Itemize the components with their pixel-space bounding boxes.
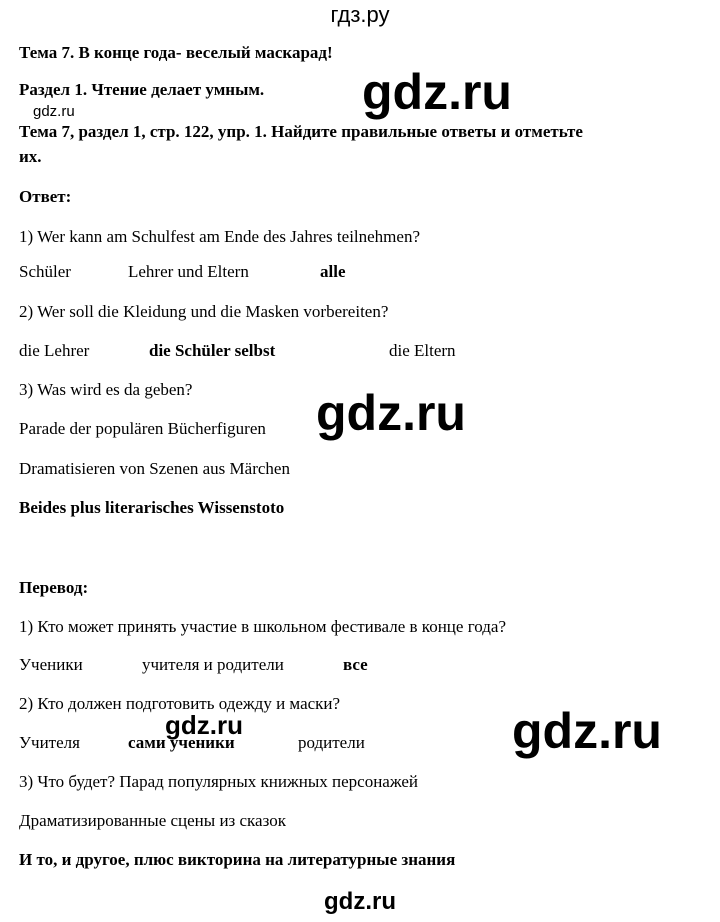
translation-question-1: 1) Кто может принять участие в школьном фестивале в конце года? bbox=[19, 617, 506, 636]
translation-question-2: 2) Кто должен подготовить одежду и маски? bbox=[19, 694, 341, 713]
watermark-large-lower: gdz.ru bbox=[512, 703, 662, 759]
task-line-2: их. bbox=[19, 147, 42, 166]
translation-q2-option-3: родители bbox=[298, 733, 365, 752]
watermark-footer: gdz.ru bbox=[324, 888, 396, 915]
watermark-middle: gdz.ru bbox=[316, 385, 466, 441]
task-line-1: Тема 7, раздел 1, стр. 122, упр. 1. Найдите правильные ответы и отметьте bbox=[19, 122, 583, 141]
translation-label: Перевод: bbox=[19, 578, 89, 597]
translation-q2-option-2-correct: сами ученики bbox=[128, 733, 235, 752]
answer-q1-option-2: Lehrer und Eltern bbox=[128, 262, 249, 281]
translation-q1-option-3-correct: все bbox=[343, 655, 368, 674]
answer-q2-option-3: die Eltern bbox=[389, 341, 456, 360]
translation-q1-option-2: учителя и родители bbox=[142, 655, 284, 674]
translation-q3-option-3-correct: И то, и другое, плюс викторина на литературные знания bbox=[19, 850, 456, 869]
answer-q2-option-2-correct: die Schüler selbst bbox=[149, 341, 276, 360]
watermark-small-lower: gdz.ru bbox=[165, 710, 243, 740]
answer-q3-option-1: Parade der populären Bücherfiguren bbox=[19, 419, 266, 438]
answer-question-1: 1) Wer kann am Schulfest am Ende des Jahres teilnehmen? bbox=[19, 227, 420, 246]
answer-question-2: 2) Wer soll die Kleidung und die Masken vorbereiten? bbox=[19, 302, 389, 321]
answer-label: Ответ: bbox=[19, 187, 72, 206]
answer-q3-option-3-correct: Beides plus literarisches Wissenstoto bbox=[19, 498, 285, 517]
translation-q1-option-1: Ученики bbox=[19, 655, 83, 674]
translation-q3-option-2: Драматизированные сцены из сказок bbox=[19, 811, 286, 830]
answer-q1-option-3-correct: alle bbox=[320, 262, 346, 281]
watermark-small-top: gdz.ru bbox=[33, 103, 75, 120]
answer-q1-option-1: Schüler bbox=[19, 262, 71, 281]
translation-q2-option-1: Учителя bbox=[19, 733, 80, 752]
answer-q2-option-1: die Lehrer bbox=[19, 341, 90, 360]
answer-question-3: 3) Was wird es da geben? bbox=[19, 380, 193, 399]
section-title: Раздел 1. Чтение делает умным. bbox=[19, 80, 265, 99]
translation-question-3: 3) Что будет? Парад популярных книжных персонажей bbox=[19, 772, 419, 791]
watermark-large-top: gdz.ru bbox=[362, 64, 512, 120]
answer-q3-option-2: Dramatisieren von Szenen aus Märchen bbox=[19, 459, 290, 478]
site-header: гдз.ру bbox=[330, 2, 390, 27]
topic-title: Тема 7. В конце года- веселый маскарад! bbox=[19, 43, 333, 62]
